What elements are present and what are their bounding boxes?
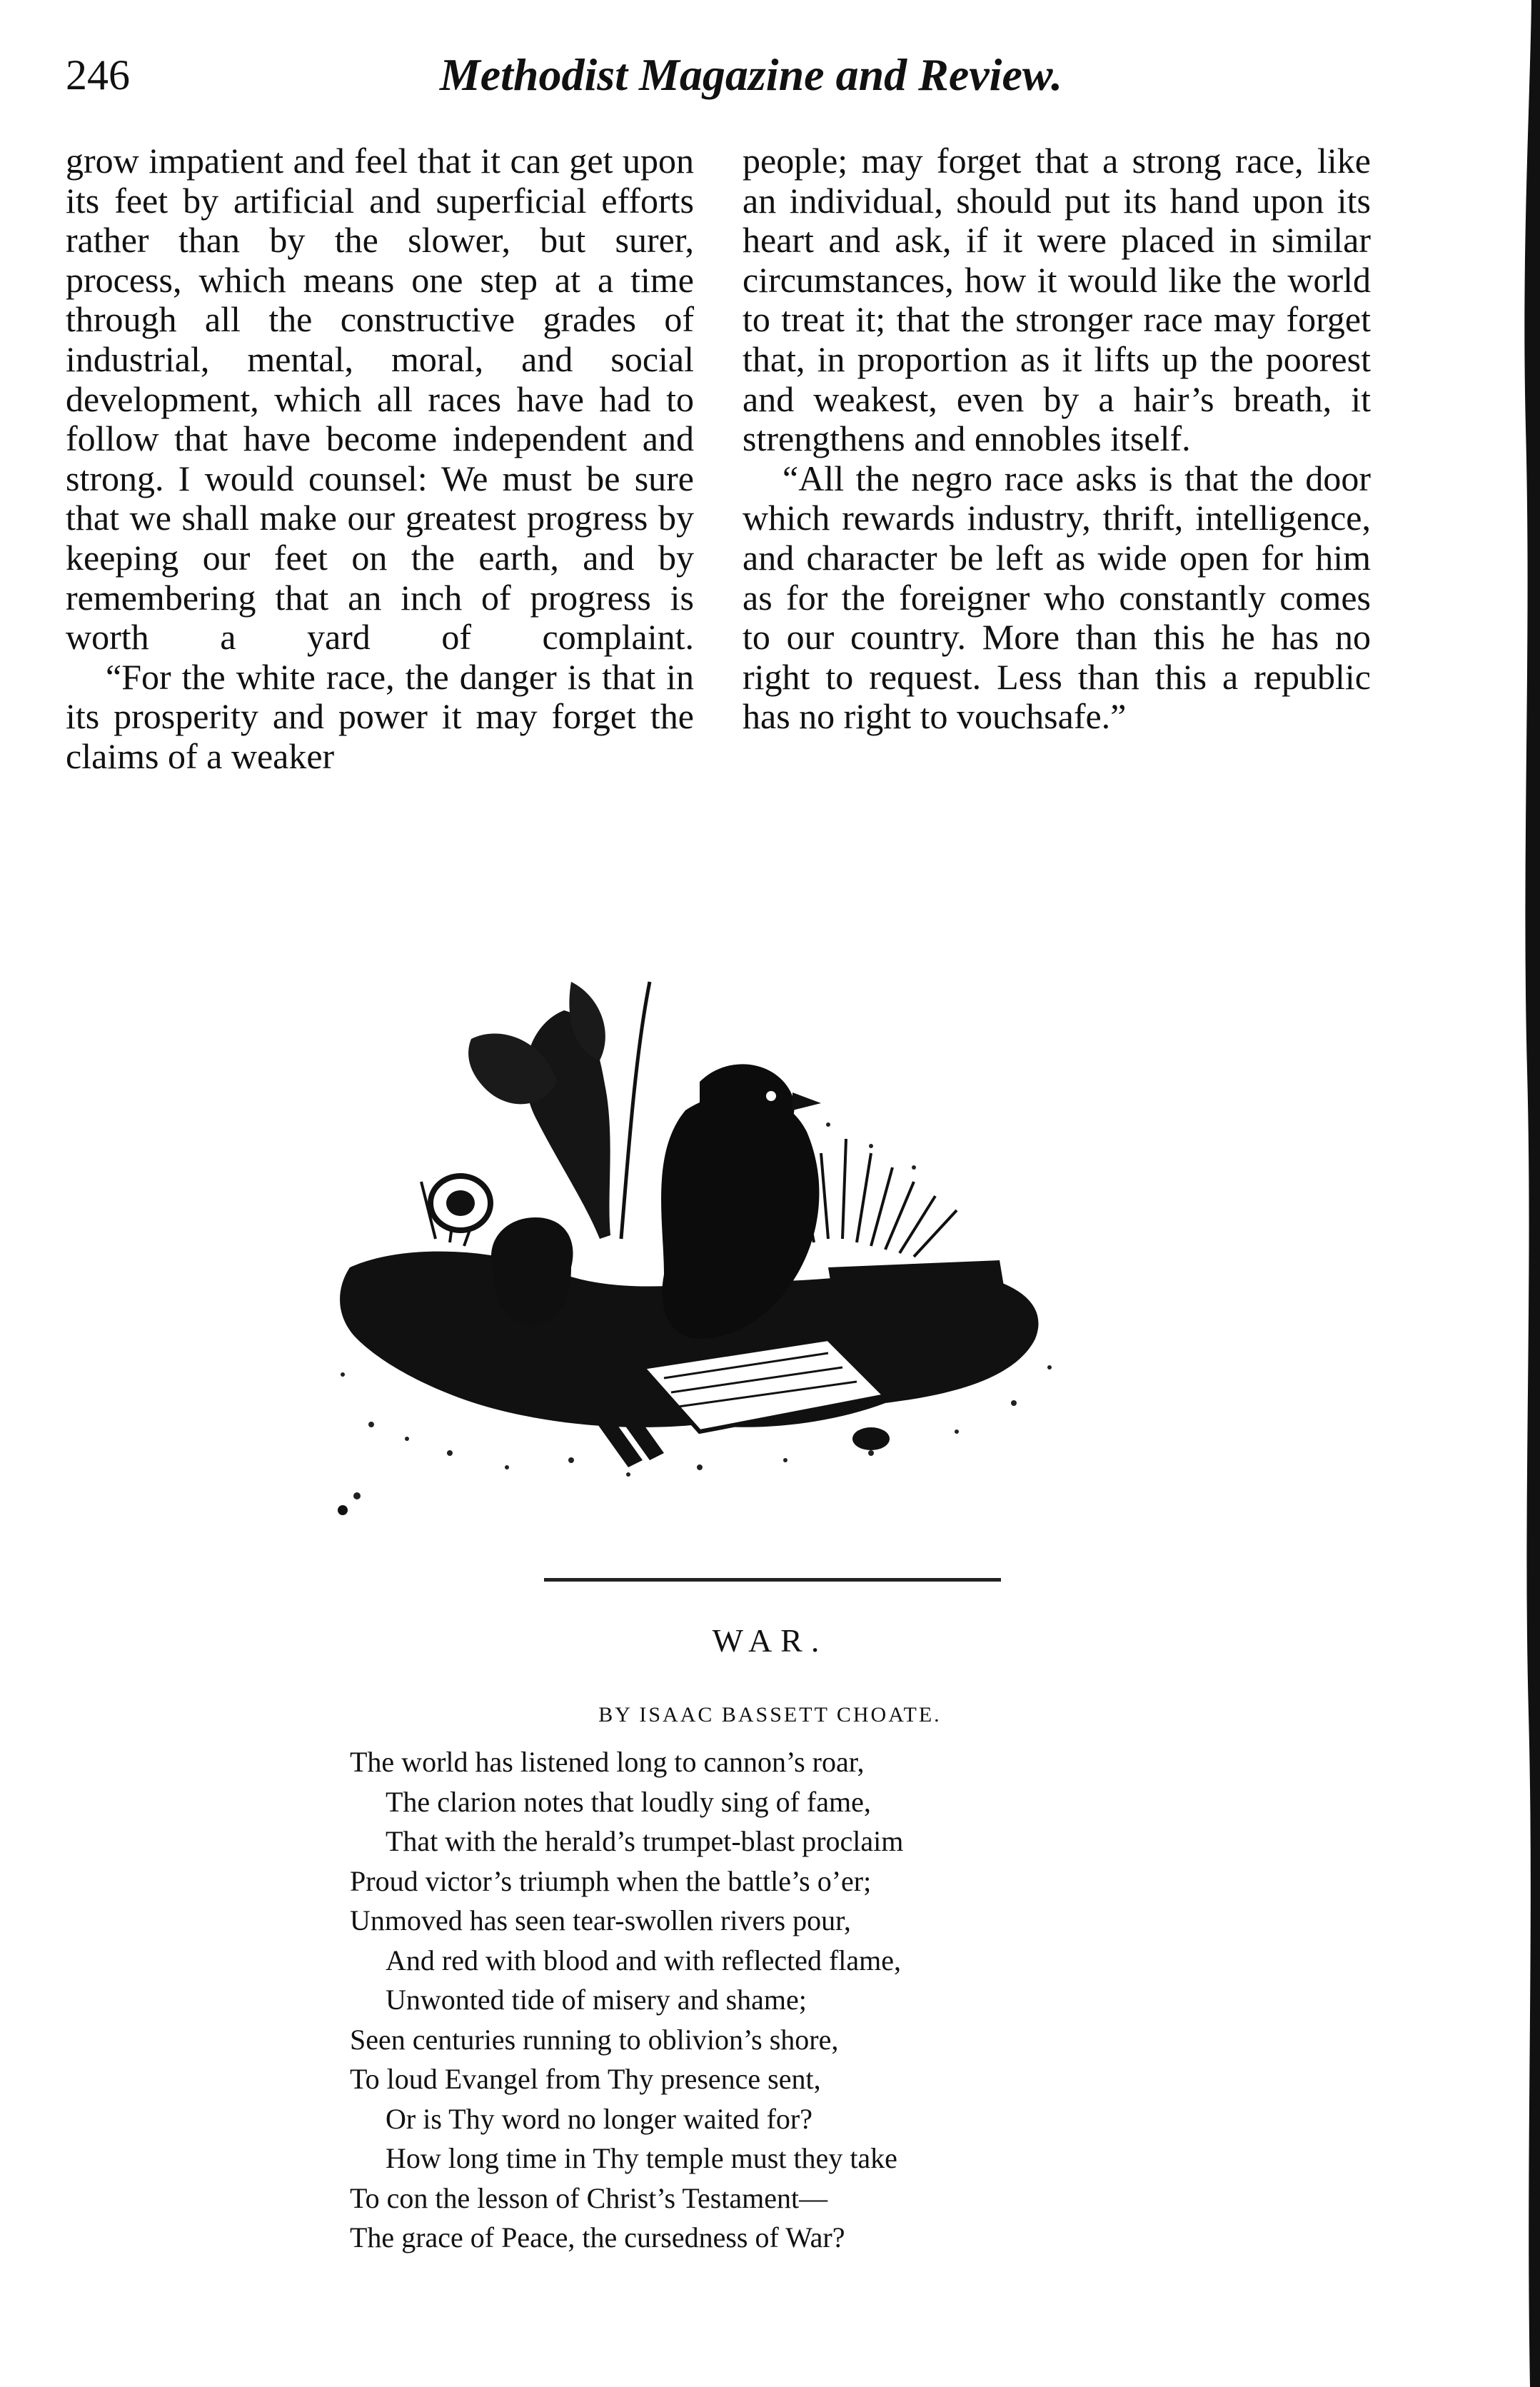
books-right (828, 1260, 1007, 1310)
poem-line: The clarion notes that loudly sing of fame, (386, 1785, 871, 1818)
poem-line: The world has listened long to cannon’s roar, (350, 1746, 865, 1778)
poem-line: Proud victor’s triumph when the battle’s o’er; (350, 1864, 872, 1897)
poem-line: Unwonted tide of misery and shame; (386, 1984, 807, 2016)
poem-title: WAR. (712, 1622, 828, 1659)
poem-line: That with the herald’s trumpet-blast proclaim (386, 1825, 904, 1857)
page-header (66, 43, 1436, 107)
page-number: 246 (66, 51, 130, 99)
poem-body (350, 1742, 1207, 2258)
left-paragraph-2: “For the white race, the danger is that in its prosperity and power it may forget the claims of a weaker (66, 656, 694, 776)
running-title: Methodist Magazine and Review. (439, 49, 1063, 100)
poem-line: And red with blood and with reflected flame, (386, 1944, 901, 1976)
poem-line: Or is Thy word no longer waited for? (386, 2102, 813, 2135)
right-column (743, 141, 1371, 737)
poem-author: BY ISAAC BASSETT CHOATE. (598, 1703, 942, 1727)
ink-pot (491, 1217, 573, 1325)
poem-line: How long time in Thy temple must they take (386, 2142, 897, 2174)
beetle (852, 1427, 890, 1450)
right-paragraph-2: “All the negro race asks is that the door which rewards industry, thrift, intelligence, and character be left as wide open for him as for the foreigner who constantly comes to our country. More than this he has no right to request. Less than this a republic has no right to vouchsafe.” (743, 458, 1371, 737)
left-column (66, 141, 694, 777)
poem-line: Seen centuries running to oblivion’s shore, (350, 2023, 839, 2056)
right-paragraph-1: people; may forget that a strong race, like an individual, should put its hand upon its heart and ask, if it were placed in similar circumstances, how it would like the world to treat it; that the stronger race may forget that, in proportion as it lifts up the poorest and weakest, even by a hair’s breath, it strengthens and ennobles itself. (743, 141, 1371, 459)
poem-line: To loud Evangel from Thy presence sent, (350, 2063, 821, 2095)
left-paragraph-1: grow impatient and feel that it can get upon its feet by artificial and superficial efforts rather than by the slower, but surer, process, which means one step at a time through all the constructive grades of industrial, mental, moral, and social development, which all races have had to follow that have become independent and strong. I would counsel: We must be sure that we shall make our greatest progress by keeping our feet on the earth, and by remembering that an inch of progress is worth a yard of complaint. (66, 141, 694, 658)
bird-beak (792, 1092, 821, 1110)
section-divider-rule (544, 1578, 1001, 1582)
stem (621, 982, 650, 1239)
page-edge-shadow (1516, 0, 1540, 2387)
poem-line: The grace of Peace, the cursedness of War? (350, 2221, 845, 2253)
bird-eye (766, 1091, 776, 1101)
poem-line: To con the lesson of Christ’s Testament— (350, 2181, 828, 2214)
poem-line: Unmoved has seen tear-swollen rivers pour, (350, 1904, 851, 1936)
bird-vignette-illustration (328, 968, 1099, 1532)
